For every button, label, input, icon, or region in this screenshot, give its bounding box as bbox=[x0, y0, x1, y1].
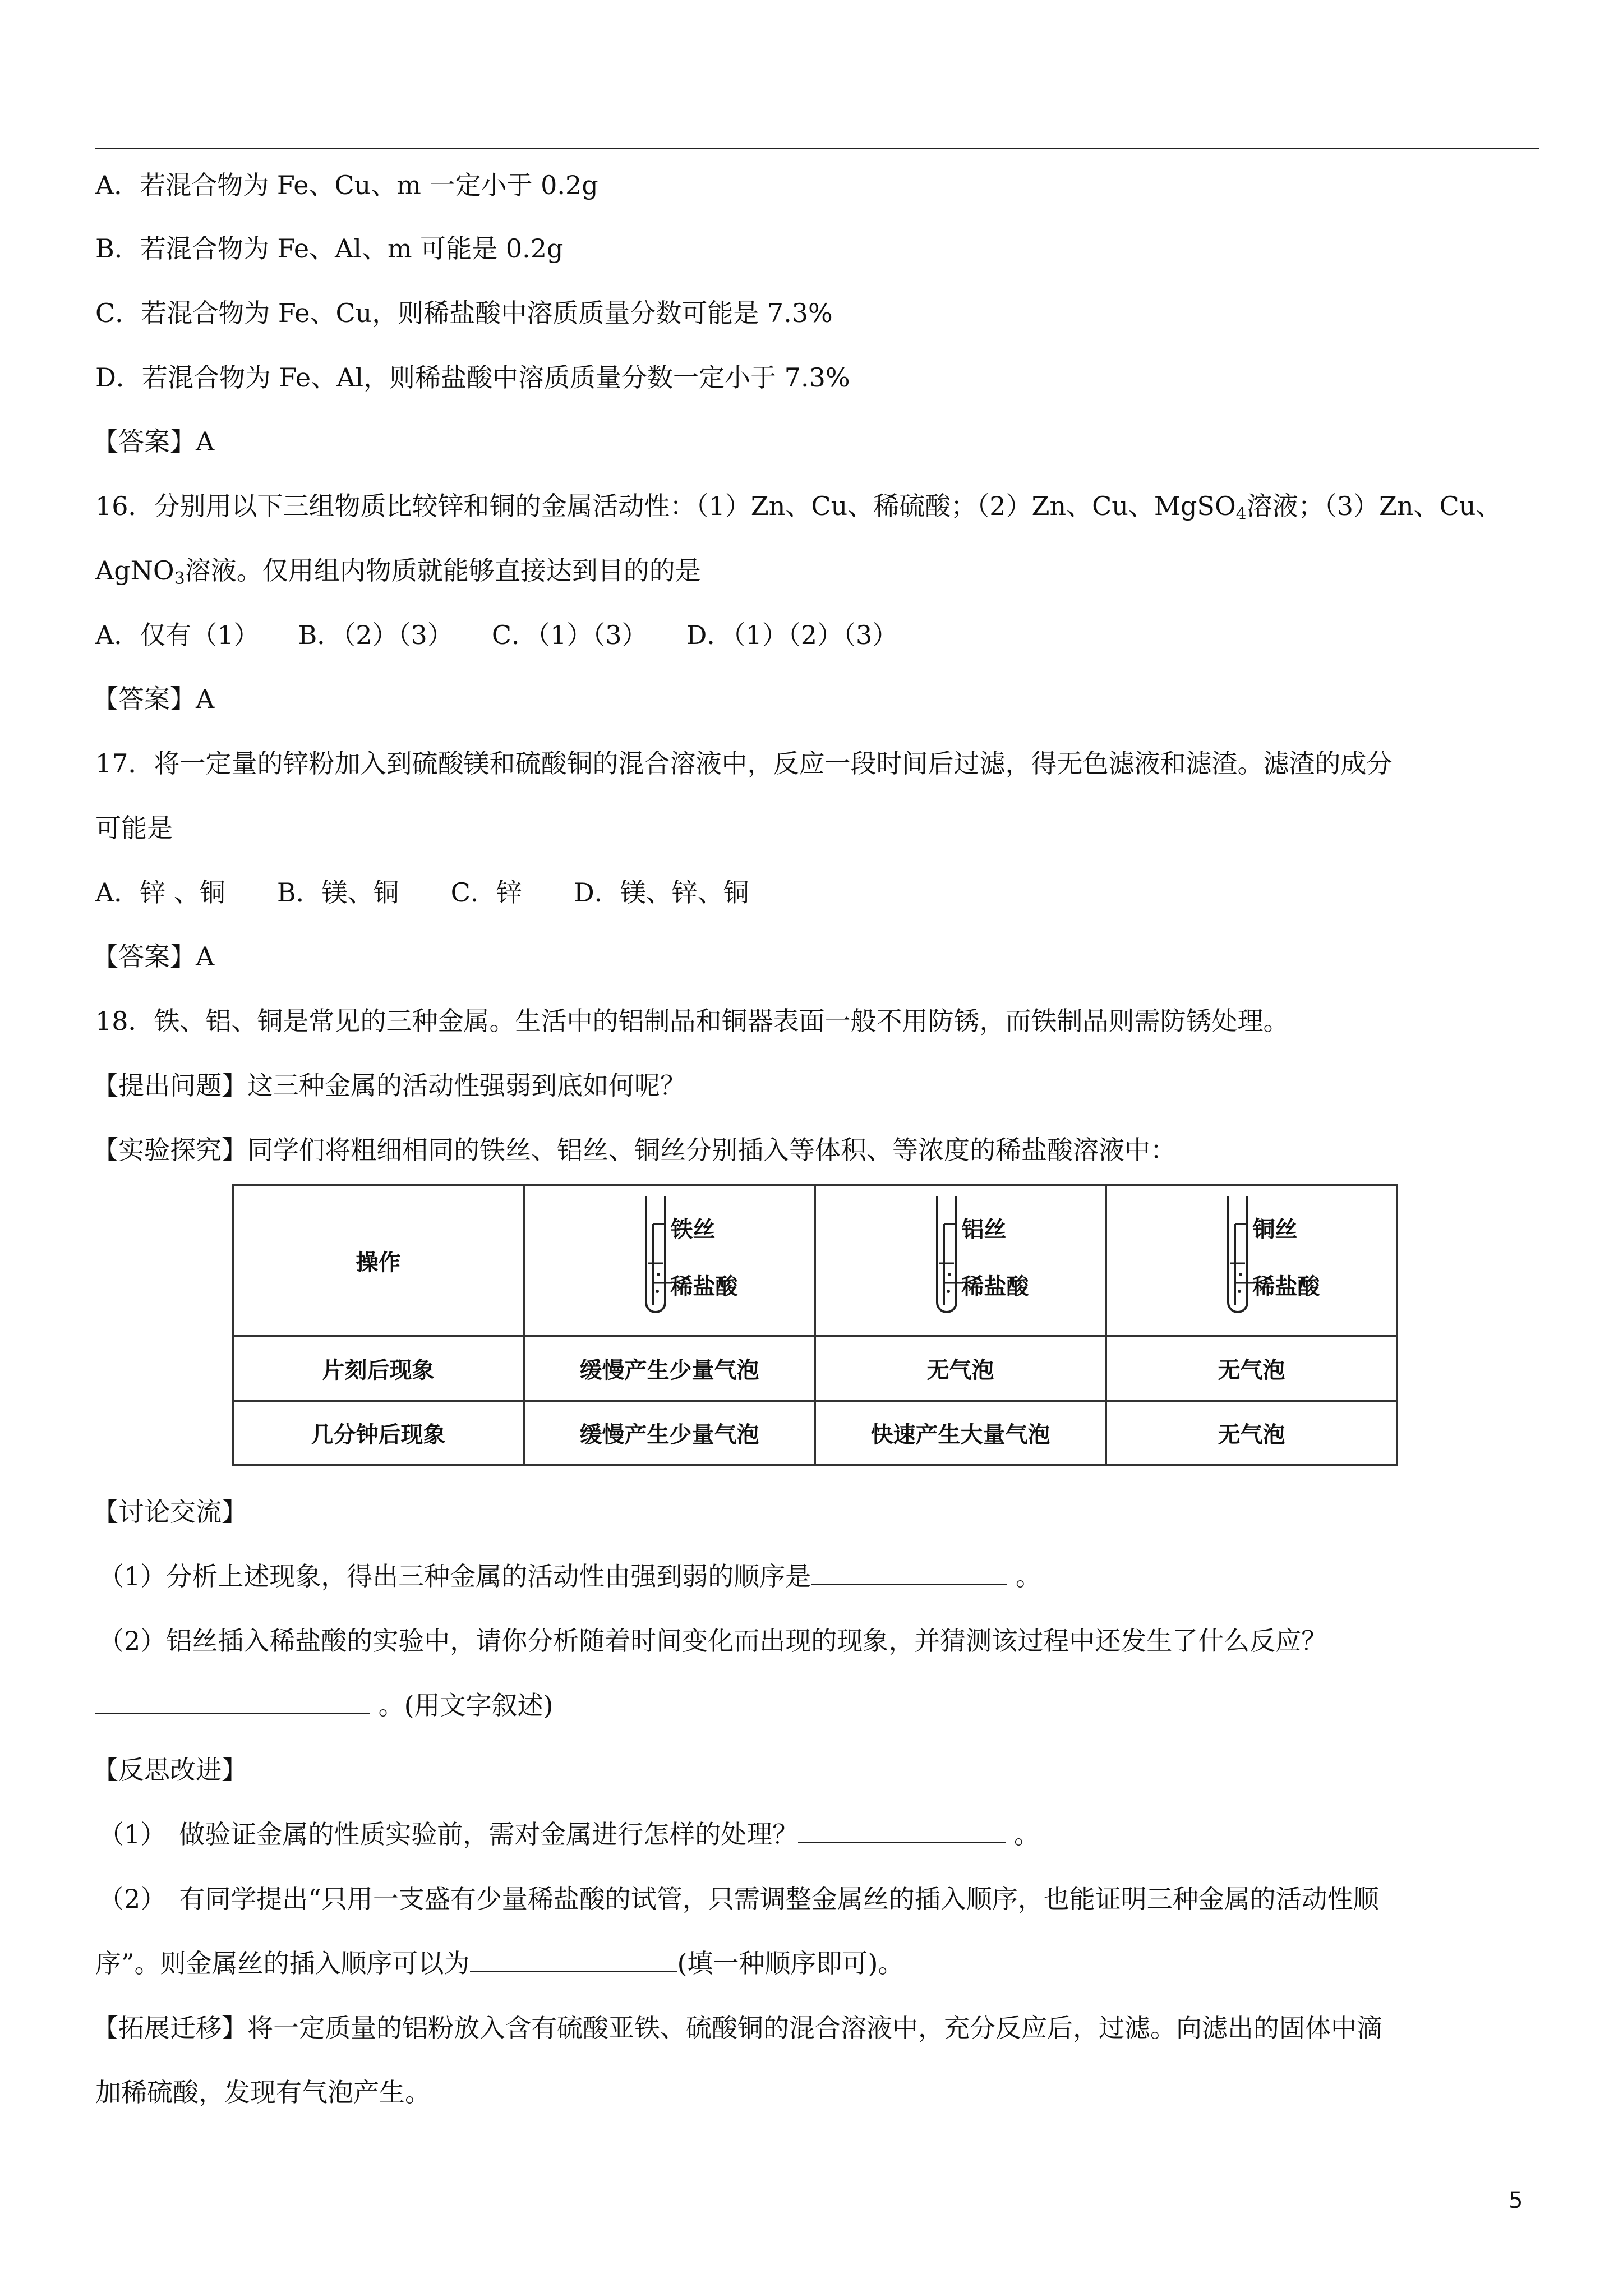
table-cell: 无气泡 bbox=[1106, 1336, 1397, 1401]
header-rule bbox=[95, 148, 1539, 149]
q18-intro: 18．铁、铝、铜是常见的三种金属。生活中的铝制品和铜器表面一般不用防锈，而铁制品则需防锈处理。 bbox=[95, 1006, 1289, 1036]
tube-cell-iron bbox=[524, 1185, 815, 1336]
q15-option-d: D．若混合物为 Fe、Al，则稀盐酸中溶质质量分数一定小于 7.3% bbox=[95, 362, 850, 393]
q17-answer: 【答案】A bbox=[93, 941, 215, 972]
q16-answer: 【答案】A bbox=[93, 684, 215, 714]
table-row bbox=[233, 1401, 1397, 1465]
table-cell: 无气泡 bbox=[815, 1336, 1106, 1401]
answer-blank[interactable] bbox=[798, 1820, 1006, 1843]
q18-experiment: 【实验探究】同学们将粗细相同的铁丝、铝丝、铜丝分别插入等体积、等浓度的稀盐酸溶液中： bbox=[93, 1135, 1176, 1165]
q16-options: A．仅有（1） B．（2）（3） C．（1）（3） D．（1）（2）（3） bbox=[95, 620, 898, 650]
tube-acid-label: 稀盐酸 bbox=[1252, 1274, 1320, 1300]
page-number: 5 bbox=[1509, 2188, 1523, 2214]
q15-option-a: A．若混合物为 Fe、Cu、m 一定小于 0.2g bbox=[95, 170, 598, 200]
q18-question: 【提出问题】这三种金属的活动性强弱到底如何呢？ bbox=[93, 1070, 686, 1101]
answer-blank[interactable] bbox=[470, 1949, 677, 1972]
table-cell: 缓慢产生少量气泡 bbox=[524, 1336, 815, 1401]
answer-blank[interactable] bbox=[811, 1562, 1007, 1585]
table-cell: 无气泡 bbox=[1106, 1401, 1397, 1465]
tube-cell-copper bbox=[1106, 1185, 1397, 1336]
test-tube-icon bbox=[597, 1190, 743, 1331]
tube-wire-label: 铝丝 bbox=[961, 1217, 1007, 1243]
q17-stem-line2: 可能是 bbox=[95, 813, 173, 843]
q16-stem-line1: 16．分别用以下三组物质比较锌和铜的金属活动性：（1）Zn、Cu、稀硫酸；（2）Zn、Cu、MgSO$_4$溶液；（3）Zn、Cu、 bbox=[95, 491, 1502, 524]
table-cell: 缓慢产生少量气泡 bbox=[524, 1401, 815, 1465]
discussion-q2: （2）铝丝插入稀盐酸的实验中，请你分析随着时间变化而出现的现象，并猜测该过程中还发生了什么反应？ bbox=[98, 1626, 1327, 1656]
row-label: 几分钟后现象 bbox=[233, 1401, 524, 1465]
reflect-q1: （1） 做验证金属的性质实验前，需对金属进行怎样的处理？ 。 bbox=[98, 1819, 1040, 1849]
q16-stem-line2: AgNO$_3$溶液。仅用组内物质就能够直接达到目的的是 bbox=[95, 555, 701, 588]
tube-acid-label: 稀盐酸 bbox=[961, 1274, 1029, 1300]
extend-line2: 加稀硫酸，发现有气泡产生。 bbox=[95, 2077, 431, 2108]
discussion-q1: （1）分析上述现象，得出三种金属的活动性由强到弱的顺序是 。 bbox=[98, 1561, 1041, 1591]
q17-stem-line1: 17．将一定量的锌粉加入到硫酸镁和硫酸铜的混合溶液中，反应一段时间后过滤，得无色滤液和滤渣。滤渣的成分 bbox=[95, 748, 1393, 779]
q15-option-c: C．若混合物为 Fe、Cu，则稀盐酸中溶质质量分数可能是 7.3% bbox=[95, 298, 833, 328]
row-label: 片刻后现象 bbox=[233, 1336, 524, 1401]
reflect-q2-line2: 序”。则金属丝的插入顺序可以为 (填一种顺序即可)。 bbox=[95, 1948, 904, 1978]
extend-line1: 【拓展迁移】将一定质量的铝粉放入含有硫酸亚铁、硫酸铜的混合溶液中，充分反应后，过滤。向滤出的固体中滴 bbox=[93, 2013, 1382, 2043]
test-tube-icon bbox=[1179, 1190, 1325, 1331]
discussion-q2-answer: 。(用文字叙述) bbox=[95, 1688, 554, 1722]
test-tube-icon bbox=[888, 1190, 1034, 1331]
experiment-table bbox=[232, 1184, 1398, 1466]
reflect-q2-line1: （2） 有同学提出“只用一支盛有少量稀盐酸的试管，只需调整金属丝的插入顺序，也能证明三种金属的活动性顺 bbox=[98, 1884, 1379, 1914]
q15-option-b: B．若混合物为 Fe、Al、m 可能是 0.2g bbox=[95, 233, 564, 264]
table-header-operation: 操作 bbox=[233, 1185, 524, 1336]
q17-options: A．锌 、铜 B．镁、铜 C．锌 D．镁、锌、铜 bbox=[95, 877, 749, 908]
discussion-title: 【讨论交流】 bbox=[93, 1497, 247, 1527]
tube-wire-label: 铁丝 bbox=[670, 1217, 716, 1243]
reflect-title: 【反思改进】 bbox=[93, 1755, 247, 1785]
tube-wire-label: 铜丝 bbox=[1252, 1217, 1298, 1243]
answer-blank[interactable] bbox=[95, 1691, 370, 1714]
tube-cell-aluminum bbox=[815, 1185, 1106, 1336]
table-row bbox=[233, 1336, 1397, 1401]
tube-acid-label: 稀盐酸 bbox=[670, 1274, 738, 1300]
q15-answer: 【答案】A bbox=[93, 426, 215, 457]
table-cell: 快速产生大量气泡 bbox=[815, 1401, 1106, 1465]
